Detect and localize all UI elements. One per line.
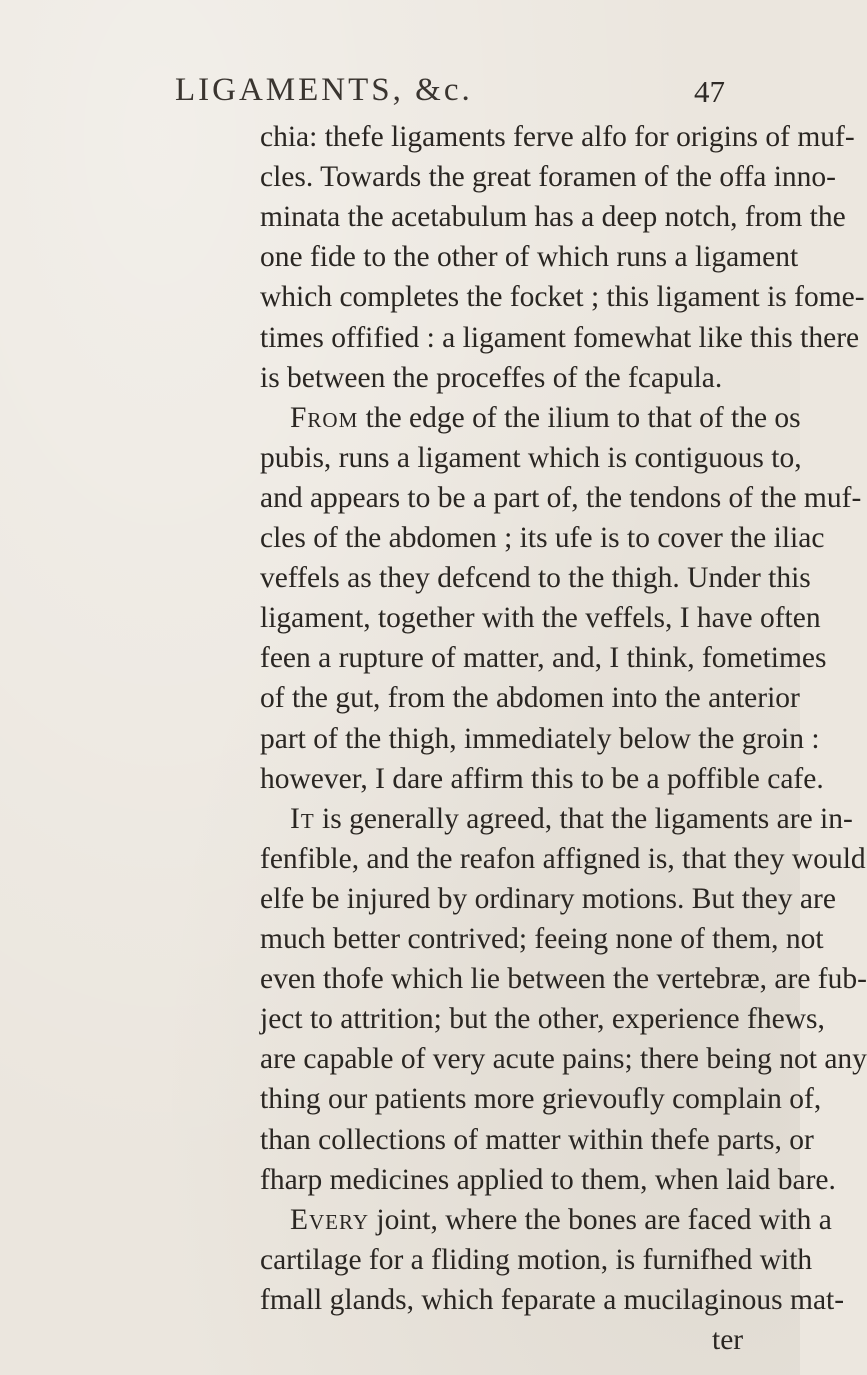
line-text: chia: thefe ligaments ferve alfo for origins of muf- — [260, 121, 855, 153]
text-line — [260, 719, 820, 759]
paragraph-lead-word: Every — [290, 1203, 370, 1236]
line-text: is between the proceffes of the fcapula. — [260, 361, 723, 394]
line-text: times offified : a ligament fomewhat like this there — [260, 321, 860, 354]
line-text: cartilage for a fliding motion, is furnifhed with — [260, 1243, 813, 1276]
line-text: fharp medicines applied to them, when laid bare. — [260, 1163, 836, 1196]
line-text: ject to attrition; but the other, experience fhews, — [260, 1003, 825, 1036]
text-line — [260, 839, 866, 879]
line-text: the edge of the ilium to that of the os — [358, 401, 801, 434]
line-text: joint, where the bones are faced with a — [369, 1203, 832, 1236]
text-line — [712, 1320, 743, 1360]
line-text: much better contrived; feeing none of them, not — [260, 923, 824, 955]
paragraph-lead-word: From — [290, 401, 359, 434]
text-line — [260, 197, 846, 237]
text-line — [290, 799, 853, 839]
text-line — [260, 1280, 845, 1320]
text-line — [260, 117, 855, 157]
line-text: minata the acetabulum has a deep notch, from the — [260, 201, 846, 234]
text-line — [260, 358, 722, 398]
line-text: cles of the abdomen ; its ufe is to cover the iliac — [260, 522, 825, 554]
line-text: fenfible, and the reafon affigned is, that they would — [260, 842, 866, 875]
line-text: however, I dare affirm this to be a poffible cafe. — [260, 762, 824, 795]
line-text: one fide to the other of which runs a ligament — [260, 241, 799, 274]
text-line — [260, 478, 862, 518]
line-text: and appears to be a part of, the tendons of the muf- — [260, 481, 862, 514]
text-line — [260, 759, 824, 799]
paragraph-lead-word: It — [290, 802, 315, 835]
line-text: ligament, together with the veffels, I have often — [260, 602, 821, 635]
text-line — [290, 1200, 832, 1240]
line-text: ter — [712, 1324, 744, 1356]
text-line — [260, 1120, 814, 1160]
line-text: which completes the focket ; this ligament is fome- — [260, 281, 865, 314]
line-text: fmall glands, which feparate a mucilaginous mat- — [260, 1283, 845, 1316]
text-line — [260, 518, 825, 558]
text-line — [260, 1079, 822, 1119]
text-line — [260, 237, 799, 277]
text-line — [260, 879, 836, 919]
text-line — [260, 959, 867, 999]
text-line — [260, 1160, 836, 1200]
text-line — [290, 398, 801, 438]
line-text: than collections of matter within thefe parts, or — [260, 1123, 814, 1156]
text-line — [260, 919, 824, 959]
text-line — [260, 598, 821, 638]
line-text: cles. Towards the great foramen of the offa inno- — [260, 161, 836, 194]
line-text: elfe be injured by ordinary motions. But they are — [260, 882, 836, 915]
text-line — [260, 638, 827, 678]
text-line — [260, 318, 860, 358]
text-line — [260, 1240, 813, 1280]
text-line — [260, 558, 811, 598]
line-text: is generally agreed, that the ligaments are in- — [314, 802, 853, 835]
line-text: veffels as they defcend to the thigh. Under this — [260, 562, 811, 595]
running-head: LIGAMENTS, &c. — [175, 72, 473, 108]
line-text: feen a rupture of matter, and, I think, fometimes — [260, 642, 827, 675]
text-line — [260, 1039, 867, 1079]
line-text: even thofe which lie between the vertebræ, are fub- — [260, 963, 867, 996]
line-text: thing our patients more grievoufly complain of, — [260, 1083, 822, 1116]
page-number: 47 — [694, 74, 725, 109]
text-line — [260, 277, 865, 317]
page-header — [0, 72, 800, 122]
line-text: of the gut, from the abdomen into the anterior — [260, 682, 800, 715]
line-text: part of the thigh, immediately below the groin : — [260, 722, 820, 755]
line-text: pubis, runs a ligament which is contiguous to, — [260, 441, 802, 474]
text-line — [260, 999, 825, 1039]
text-line — [260, 438, 802, 478]
text-line — [260, 157, 836, 197]
line-text: are capable of very acute pains; there being not any — [260, 1043, 867, 1076]
text-line — [260, 678, 800, 718]
